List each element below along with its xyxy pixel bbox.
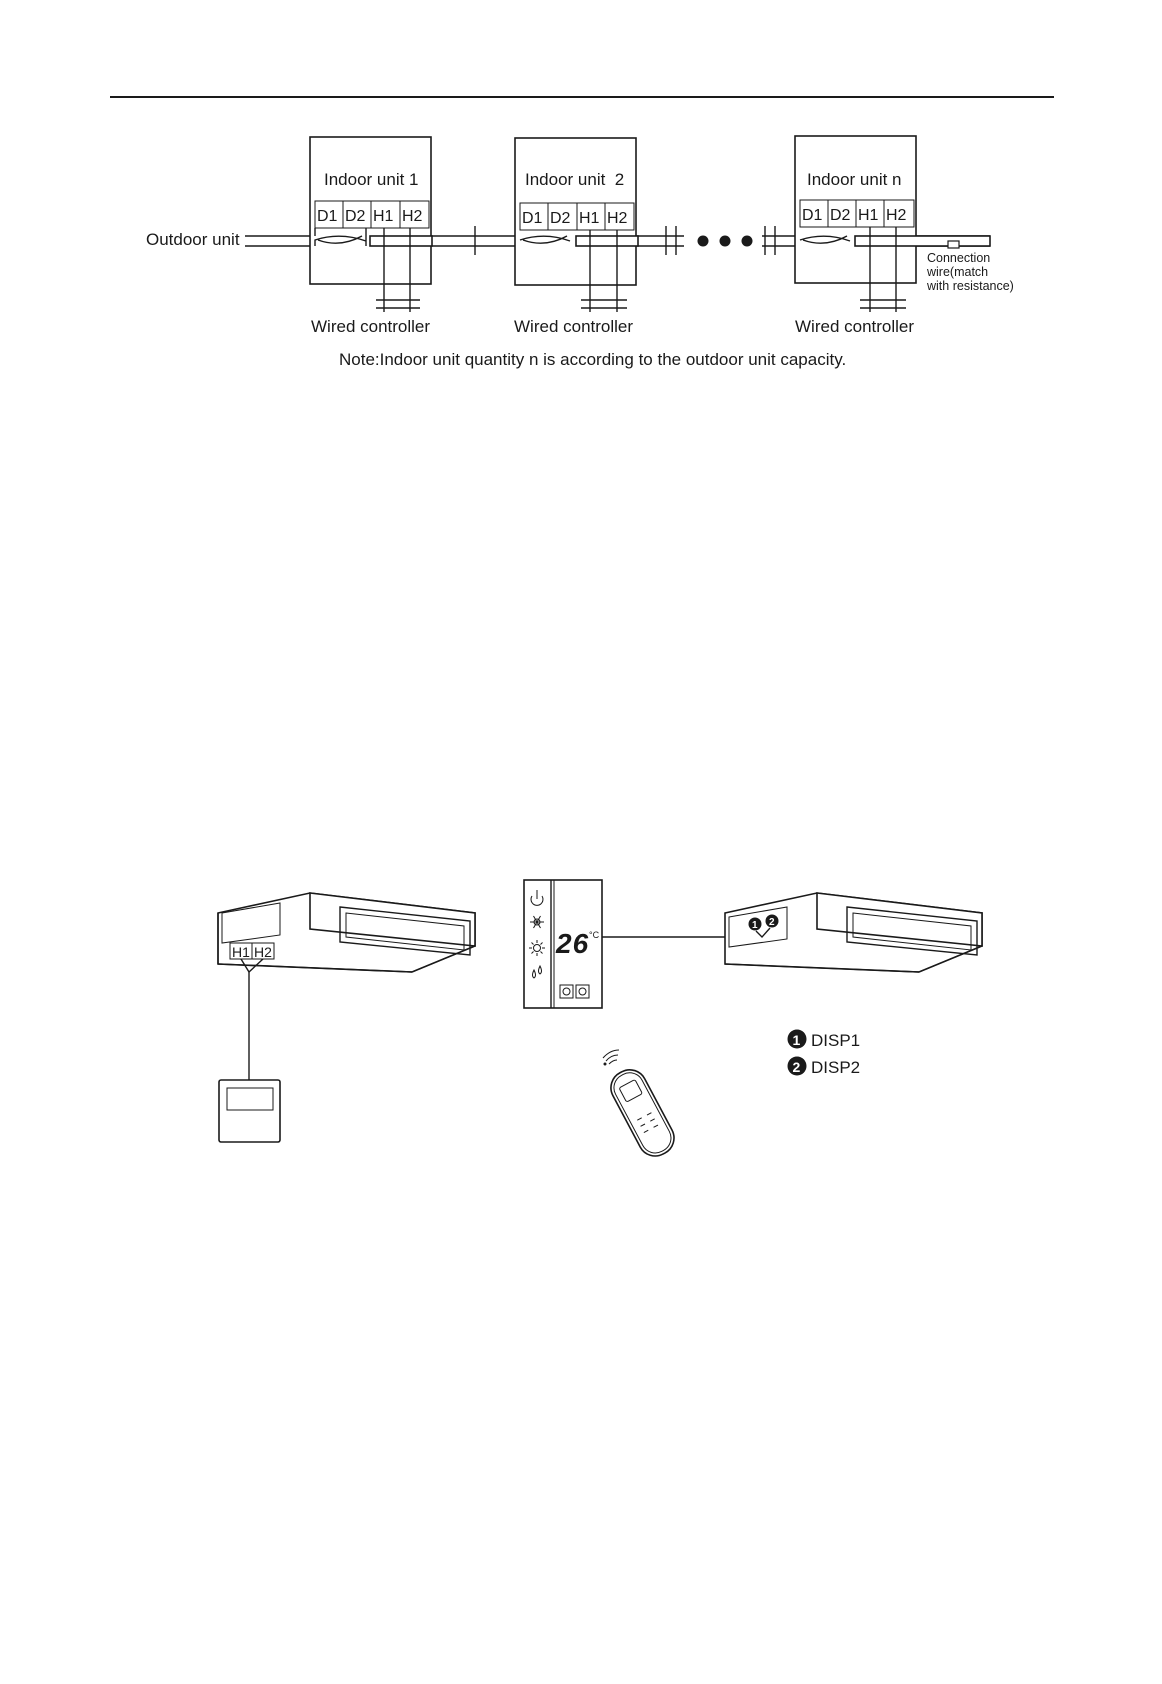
marker-number: 1 [752, 920, 758, 931]
connection-note: wire(match [927, 265, 989, 279]
legend-marker: 2 [792, 1059, 801, 1075]
terminal-label: H1 [858, 207, 879, 224]
legend-label: DISP2 [811, 1058, 861, 1077]
indoor-unit-1 [310, 137, 432, 336]
display-diagram [218, 880, 982, 1162]
terminal-label: H1 [579, 210, 600, 227]
terminal-label: H1 [232, 944, 250, 960]
terminal-label: D1 [522, 210, 543, 227]
terminating-resistor [948, 241, 959, 248]
terminal-label: H2 [254, 944, 272, 960]
panel-temperature: 26 [556, 928, 590, 959]
wired-controller-device [219, 1080, 280, 1142]
legend-marker: 1 [792, 1032, 801, 1048]
terminal-label: D2 [830, 207, 851, 224]
marker-number: 2 [769, 917, 775, 928]
wired-controller-label: Wired controller [311, 317, 431, 336]
terminal-label: H2 [607, 210, 628, 227]
terminal-label: D2 [345, 208, 366, 225]
outdoor-unit-label: Outdoor unit [146, 230, 240, 249]
terminal-label: D1 [317, 208, 338, 225]
capacity-note: Note:Indoor unit quantity n is according to the outdoor unit capacity. [339, 350, 847, 369]
terminal-label: D1 [802, 207, 823, 224]
wireless-signal-icon [603, 1050, 619, 1066]
display-panel [524, 880, 602, 1008]
panel-temperature-unit: °C [589, 930, 600, 940]
ellipsis-dot [698, 236, 709, 247]
wiring-diagram [146, 136, 1014, 369]
indoor-unit-2-title: Indoor unit 2 [525, 170, 625, 189]
ellipsis-dot [742, 236, 753, 247]
wired-controller-label: Wired controller [514, 317, 634, 336]
terminal-label: H2 [402, 208, 423, 225]
terminal-label: H2 [886, 207, 907, 224]
display-legend [788, 1030, 861, 1078]
connection-note: with resistance) [927, 279, 1014, 293]
duct-unit-left [218, 893, 475, 1080]
legend-label: DISP1 [811, 1031, 861, 1050]
duct-unit-right [725, 893, 982, 972]
ellipsis-dot [720, 236, 731, 247]
indoor-unit-n-title: Indoor unit n [807, 170, 902, 189]
terminal-label: H1 [373, 208, 394, 225]
remote-controller [603, 1050, 680, 1162]
indoor-unit-n [795, 136, 990, 336]
terminal-label: D2 [550, 210, 571, 227]
connection-note: Connection [927, 251, 991, 265]
indoor-unit-2 [514, 138, 638, 336]
indoor-unit-1-title: Indoor unit 1 [324, 170, 419, 189]
wired-controller-label: Wired controller [795, 317, 915, 336]
